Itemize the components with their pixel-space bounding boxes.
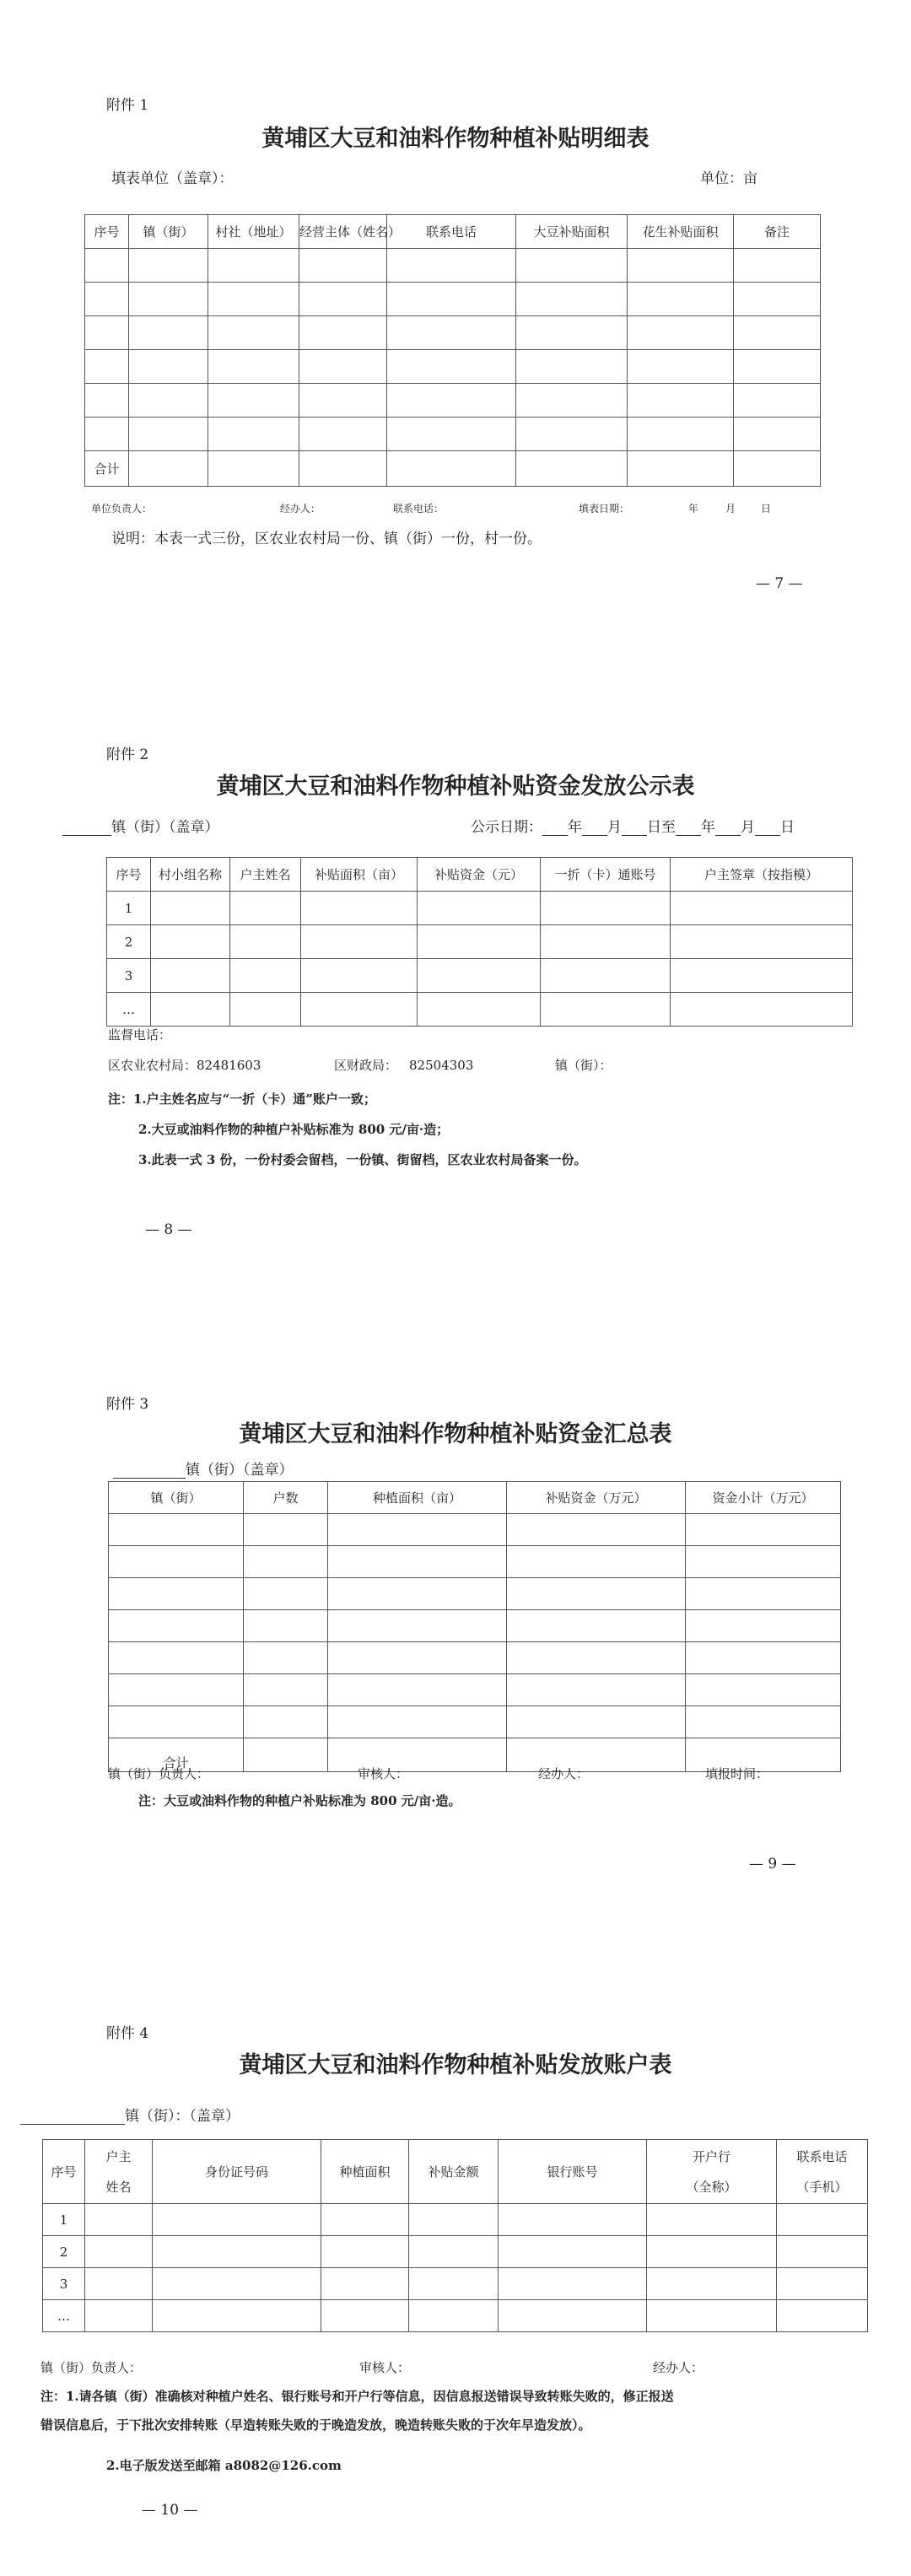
table-row (85, 316, 821, 350)
a4-header-cell: 种植面积 (321, 2140, 409, 2204)
a1-tag: 附件 1 (106, 97, 149, 114)
a3-note: 注：大豆或油料作物的种植户补贴标准为 800 元/亩·造。 (138, 1793, 461, 1808)
a3-header-cell: 户数 (244, 1482, 328, 1514)
a4-header-cell (647, 2140, 777, 2204)
table-row (107, 993, 853, 1027)
a3-total-label: 合计 (109, 1738, 244, 1772)
a2-finance-line (334, 1056, 473, 1074)
a2-town-blank (62, 820, 111, 836)
table-row (85, 418, 821, 451)
table-row (109, 1706, 841, 1738)
a3-footer-head: 镇（街）负责人： (108, 1766, 210, 1781)
a3-header-row (109, 1482, 841, 1514)
a4-town: 镇（街）：（盖章） (125, 2108, 240, 2125)
a4-header-line: 联系电话 (796, 2148, 848, 2164)
a4-header-cell (85, 2140, 153, 2204)
a1-header-cell: 花生补贴面积 (628, 215, 734, 249)
a2-agri: 区农业农村局： (108, 1058, 197, 1073)
a3-town-line (113, 1458, 294, 1479)
table-row (109, 1514, 841, 1546)
a1-header-row (85, 215, 821, 249)
row-number: 2 (43, 2236, 85, 2268)
a3-table (108, 1481, 841, 1772)
a1-unit: 单位：亩 (700, 170, 757, 187)
a1-footer-month: 月 (725, 503, 736, 515)
a1-footer-handler: 经办人： (280, 503, 321, 515)
a4-header-line: 开户行 (692, 2148, 730, 2164)
a1-header-cell: 镇（街） (129, 215, 208, 249)
a2-date-part: 年 (701, 819, 715, 836)
a2-header-cell: 补贴面积（亩） (301, 858, 418, 892)
table-row (109, 1674, 841, 1706)
a2-header-cell: 补贴资金（元） (418, 858, 541, 892)
table-row (107, 959, 853, 993)
a4-town-blank (20, 2109, 125, 2125)
a3-page-number: — 9 — (749, 1856, 796, 1873)
a4-footer-head: 镇（街）负责人： (40, 2360, 143, 2375)
a1-header-cell: 联系电话 (387, 215, 516, 249)
a2-header-cell: 户主签章（按指模） (671, 858, 853, 892)
a2-header-cell: 村小组名称 (151, 858, 230, 892)
a2-note-1: 注：1.户主姓名应与“一折（卡）通”账户一致； (108, 1091, 376, 1107)
a3-title: 黄埔区大豆和油料作物种植补贴资金汇总表 (239, 1421, 672, 1447)
a4-header-line: （全称） (686, 2179, 737, 2195)
table-row (43, 2236, 868, 2268)
a3-header-cell: 资金小计（万元） (686, 1482, 841, 1514)
table-row (85, 350, 821, 384)
a3-header-cell: 镇（街） (109, 1482, 244, 1514)
table-row (109, 1578, 841, 1610)
table-row (107, 925, 853, 959)
a2-agri-phone: 82481603 (197, 1058, 261, 1073)
a1-total-label: 合计 (85, 451, 129, 487)
a1-footer-head: 单位负责人： (91, 503, 153, 515)
a3-footer-reviewer: 审核人： (358, 1766, 409, 1781)
a2-date-part: 年 (568, 819, 582, 836)
a4-header-cell (777, 2140, 868, 2204)
a4-header-cell: 身份证号码 (153, 2140, 321, 2204)
a2-date-part: 月 (607, 819, 622, 836)
row-number: … (43, 2300, 85, 2332)
table-row (109, 1610, 841, 1642)
a1-header-cell: 村社（地址） (208, 215, 299, 249)
table-row (107, 892, 853, 925)
a1-header-cell: 经营主体（姓名） (299, 215, 387, 249)
a2-header-cell: 序号 (107, 858, 151, 892)
a4-header-line: （手机） (796, 2179, 848, 2195)
a2-table (106, 857, 853, 1027)
a2-date-part: 日 (780, 819, 795, 836)
row-number: 2 (107, 925, 151, 959)
a4-page-number: — 10 — (142, 2502, 198, 2519)
a4-tag: 附件 4 (106, 2025, 149, 2042)
row-number: 3 (43, 2268, 85, 2300)
a1-footer-year: 年 (688, 503, 699, 515)
a4-title: 黄埔区大豆和油料作物种植补贴发放账户表 (239, 2052, 672, 2078)
a2-town-line (62, 815, 219, 836)
a4-note-1-cont: 错误信息后，于下批次安排转账（早造转账失败的于晚造发放，晚造转账失败的于次年早造发放）。 (40, 2417, 591, 2433)
a4-town-line (20, 2104, 240, 2125)
a4-header-line: 户主 (105, 2148, 132, 2164)
a4-table (42, 2139, 868, 2332)
a2-tag: 附件 2 (106, 746, 149, 763)
a2-page-number: — 8 — (145, 1221, 192, 1238)
a1-header-cell: 备注 (734, 215, 821, 249)
a4-footer-reviewer: 审核人： (359, 2360, 411, 2375)
row-number: 1 (107, 892, 151, 925)
a1-page-number: — 7 — (756, 575, 803, 592)
a2-finance: 区财政局： (334, 1058, 398, 1073)
a1-title: 黄埔区大豆和油料作物种植补贴明细表 (261, 126, 650, 152)
a4-header-cell: 补贴金额 (409, 2140, 499, 2204)
a2-town: 镇（街）（盖章） (111, 819, 219, 836)
a1-footer-day: 日 (761, 503, 772, 515)
a2-agri-line (108, 1056, 261, 1074)
row-number: … (107, 993, 151, 1027)
a2-supervise: 监督电话： (108, 1027, 172, 1043)
table-row (43, 2268, 868, 2300)
row-number: 3 (107, 959, 151, 993)
a2-note-3: 3.此表一式 3 份，一份村委会留档，一份镇、街留档，区农业农村局备案一份。 (138, 1152, 587, 1167)
a3-footer-handler: 经办人： (538, 1766, 590, 1781)
a1-header-cell: 序号 (85, 215, 129, 249)
table-row (109, 1642, 841, 1674)
a1-table (84, 214, 821, 487)
table-row (43, 2300, 868, 2332)
a2-date-part: 月 (741, 819, 755, 836)
a2-date-line (471, 815, 795, 836)
a2-town-phone: 镇（街）： (555, 1058, 612, 1073)
a2-header-cell: 户主姓名 (230, 858, 301, 892)
table-row (85, 283, 821, 316)
a3-town: 镇（街）（盖章） (186, 1462, 294, 1479)
table-row (43, 2204, 868, 2236)
a1-fill-unit: 填表单位（盖章）： (111, 170, 234, 187)
a3-town-blank (113, 1463, 186, 1479)
a4-footer-handler: 经办人： (653, 2360, 704, 2375)
a1-footer-phone: 联系电话： (393, 503, 445, 515)
a2-header-row (107, 858, 853, 892)
a1-note: 说明：本表一式三份，区农业农村局一份、镇（街）一份，村一份。 (111, 531, 542, 547)
a3-header-cell: 种植面积（亩） (328, 1482, 507, 1514)
a2-date-prefix: 公示日期： (471, 819, 542, 836)
a1-footer-date: 填表日期： (579, 503, 630, 515)
a4-header-cell: 序号 (43, 2140, 85, 2204)
table-row (85, 384, 821, 418)
a2-header-cell: 一折（卡）通账号 (541, 858, 671, 892)
a3-footer-time: 填报时间： (705, 1766, 769, 1781)
a4-header-row (43, 2140, 868, 2204)
a4-note-1: 注：1.请各镇（街）准确核对种植户姓名、银行账号和开户行等信息，因信息报送错误导致转账失败的，修正报送 (40, 2389, 674, 2404)
a3-tag: 附件 3 (106, 1396, 149, 1413)
a1-header-cell: 大豆补贴面积 (516, 215, 628, 249)
a2-title: 黄埔区大豆和油料作物种植补贴资金发放公示表 (216, 773, 695, 800)
a2-note-2: 2.大豆或油料作物的种植户补贴标准为 800 元/亩·造； (138, 1122, 450, 1137)
a3-header-cell: 补贴资金（万元） (507, 1482, 686, 1514)
a4-note-2: 2.电子版发送至邮箱 a8082@126.com (106, 2458, 342, 2473)
a4-header-cell: 银行账号 (499, 2140, 647, 2204)
a2-date-part: 日至 (647, 819, 676, 836)
a4-header-line: 姓名 (105, 2179, 132, 2195)
row-number: 1 (43, 2204, 85, 2236)
table-row (85, 249, 821, 283)
table-row (109, 1546, 841, 1578)
a2-finance-phone: 82504303 (409, 1058, 474, 1073)
a1-total-row (85, 451, 821, 487)
